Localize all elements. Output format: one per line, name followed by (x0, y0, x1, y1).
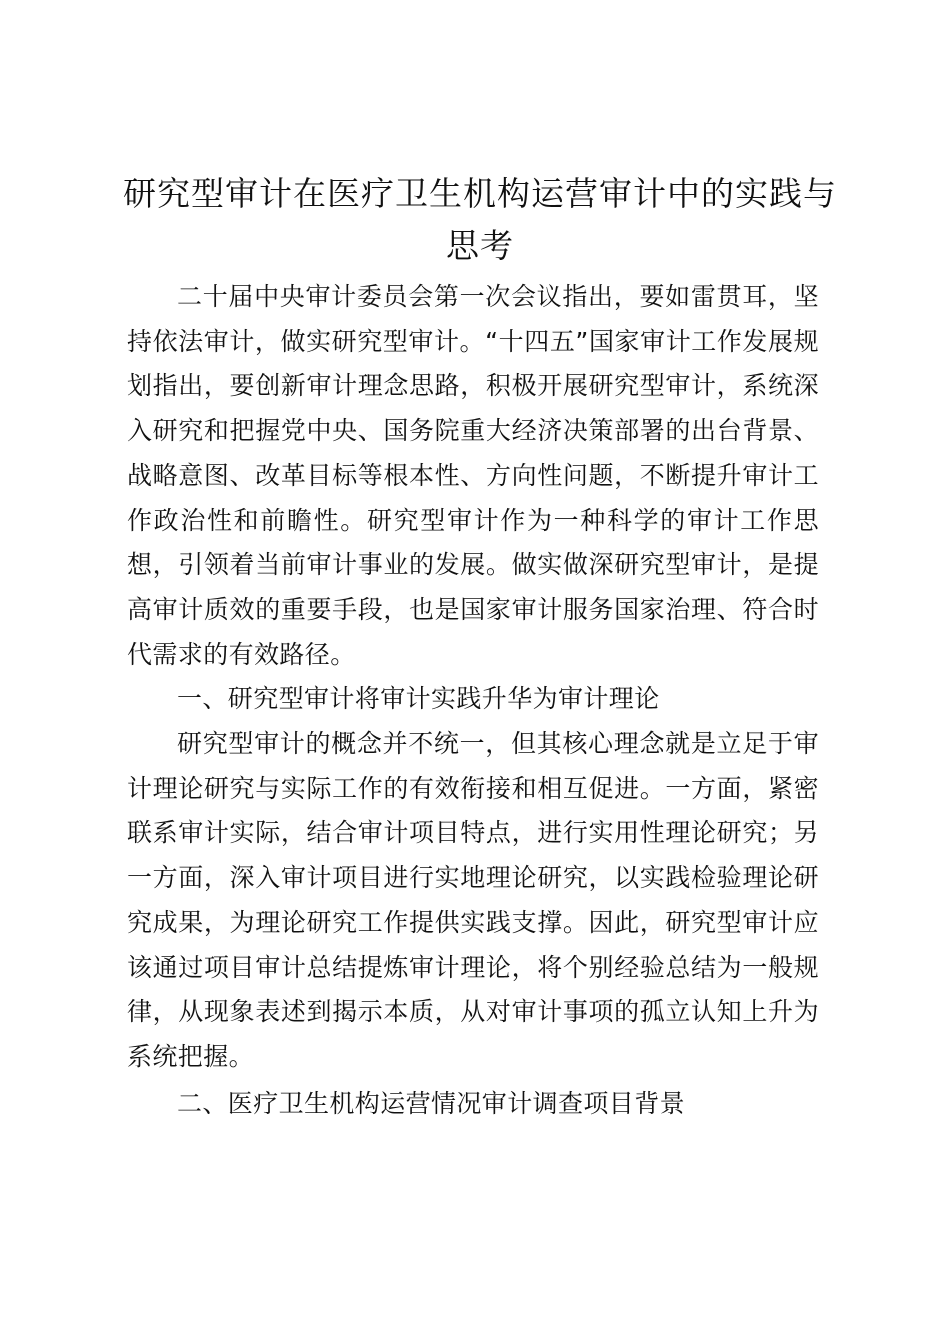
paragraph-section-1: 研究型审计的概念并不统一，但其核心理念就是立足于审计理论研究与实际工作的有效衔接和相互促进。一方面，紧密联系审计实际，结合审计项目特点，进行实用性理论研究；另一方面，深入审计项目进行实地理论研究，以实践检验理论研究成果，为理论研究工作提供实践支撑。因此，研究型审计应该通过项目审计总结提炼审计理论，将个别经验总结为一般规律，从现象表述到揭示本质，从对审计事项的孤立认知上升为系统把握。 (127, 729, 819, 1071)
document-body (127, 275, 819, 1126)
paragraph-intro: 二十届中央审计委员会第一次会议指出，要如雷贯耳，坚持依法审计，做实研究型审计。“十四五”国家审计工作发展规划指出，要创新审计理念思路，积极开展研究型审计，系统深入研究和把握党中央、国务院重大经济决策部署的出台背景、战略意图、改革目标等根本性、方向性问题，不断提升审计工作政治性和前瞻性。研究型审计作为一种科学的审计工作思想，引领着当前审计事业的发展。做实做深研究型审计，是提高审计质效的重要手段，也是国家审计服务国家治理、符合时代需求的有效路径。 (127, 282, 819, 669)
section-heading-1: 一、研究型审计将审计实践升华为审计理论 (177, 684, 660, 714)
document-title: 研究型审计在医疗卫生机构运营审计中的实践与思考 (123, 174, 837, 265)
section-heading-2: 二、医疗卫生机构运营情况审计调查项目背景 (177, 1088, 686, 1118)
